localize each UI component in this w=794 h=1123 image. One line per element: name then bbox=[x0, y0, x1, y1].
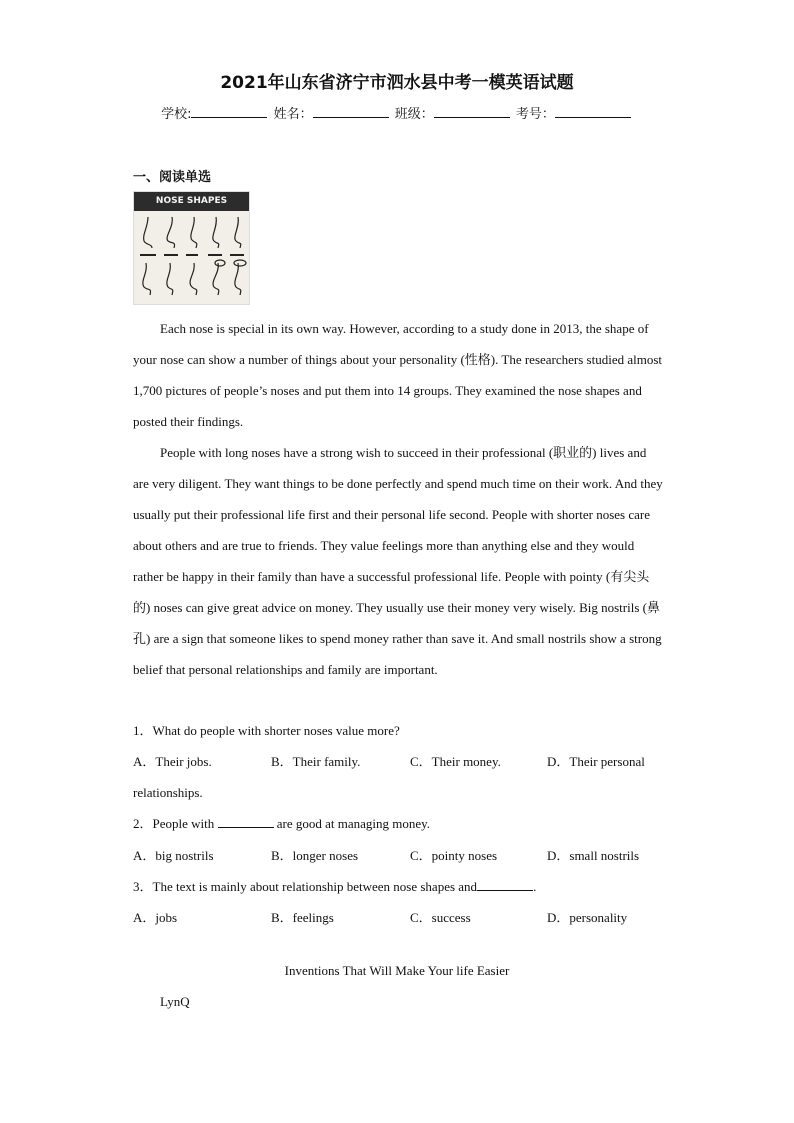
class-label: 班级： bbox=[394, 107, 434, 122]
question-2-option-d[interactable]: D．small nostrils bbox=[547, 848, 640, 863]
nose-shapes-image bbox=[133, 191, 250, 305]
section-heading: 一、阅读单选 bbox=[133, 170, 212, 185]
name-label: 姓名： bbox=[273, 107, 313, 122]
question-3-option-a[interactable]: A．jobs bbox=[133, 910, 178, 925]
next-passage-author: LynQ bbox=[160, 994, 190, 1009]
question-1-option-b[interactable]: B．Their family. bbox=[271, 754, 361, 769]
question-3-stem-before: 3．The text is mainly about relationship between nose shapes and bbox=[133, 879, 478, 894]
question-2-option-b[interactable]: B．longer noses bbox=[271, 848, 359, 863]
name-blank[interactable] bbox=[313, 105, 389, 118]
question-1-option-d-continuation: relationships. bbox=[133, 785, 203, 800]
question-3-option-b[interactable]: B．feelings bbox=[271, 910, 334, 925]
question-1-option-d[interactable]: D．Their personal bbox=[547, 754, 645, 769]
question-2-option-a[interactable]: A．big nostrils bbox=[133, 848, 214, 863]
question-3-blank bbox=[477, 878, 533, 891]
question-2-stem-before: 2．People with bbox=[133, 816, 215, 831]
question-3-option-d[interactable]: D．personality bbox=[547, 910, 628, 925]
question-2-stem bbox=[133, 808, 430, 839]
exam-title: 2021年山东省济宁市泗水县中考一模英语试题 bbox=[220, 73, 574, 93]
question-2-stem-after: are good at managing money. bbox=[276, 816, 431, 831]
nose-sketches bbox=[134, 211, 249, 304]
figure-caption: NOSE SHAPES bbox=[134, 192, 249, 211]
question-3-stem bbox=[133, 871, 536, 902]
school-blank[interactable] bbox=[191, 105, 267, 118]
question-2-option-c[interactable]: C．pointy noses bbox=[410, 848, 498, 863]
class-blank[interactable] bbox=[434, 105, 510, 118]
next-passage-title: Inventions That Will Make Your life Easier bbox=[284, 963, 510, 978]
question-1-option-a[interactable]: A．Their jobs. bbox=[133, 754, 212, 769]
question-1-stem: 1．What do people with shorter noses value more? bbox=[133, 723, 400, 738]
question-2-blank bbox=[218, 815, 274, 828]
passage-paragraph-2: People with long noses have a strong wish to succeed in their professional (职业的) lives and are very diligent. They want things to be done perfectly and spend much time on their work. And they usually put their professional life first and their personal life second. People with shorter noses care about others and are true to friends. They value feelings more than anything else and they would rather be happy in their family than have a successful professional life. People with pointy (有尖头的) noses can give great advice on money. They usually use their money very wisely. Big nostrils (鼻孔) are a sign that someone likes to spend money rather than save it. And small nostrils show a strong belief that personal relationships and family are important. bbox=[133, 445, 663, 677]
question-3-option-c[interactable]: C．success bbox=[410, 910, 471, 925]
question-1-option-c[interactable]: C．Their money. bbox=[410, 754, 501, 769]
student-info-line bbox=[0, 103, 794, 122]
number-label: 考号： bbox=[515, 107, 555, 122]
number-blank[interactable] bbox=[555, 105, 631, 118]
passage-paragraph-1: Each nose is special in its own way. However, according to a study done in 2013, the shape of your nose can show a number of things about your personality (性格). The researchers studied almost 1,700 pictures of people’s noses and put them into 14 groups. They examined the nose shapes and posted their findings. bbox=[133, 321, 663, 429]
school-label: 学校: bbox=[161, 107, 192, 122]
question-3-stem-after: . bbox=[533, 879, 537, 894]
